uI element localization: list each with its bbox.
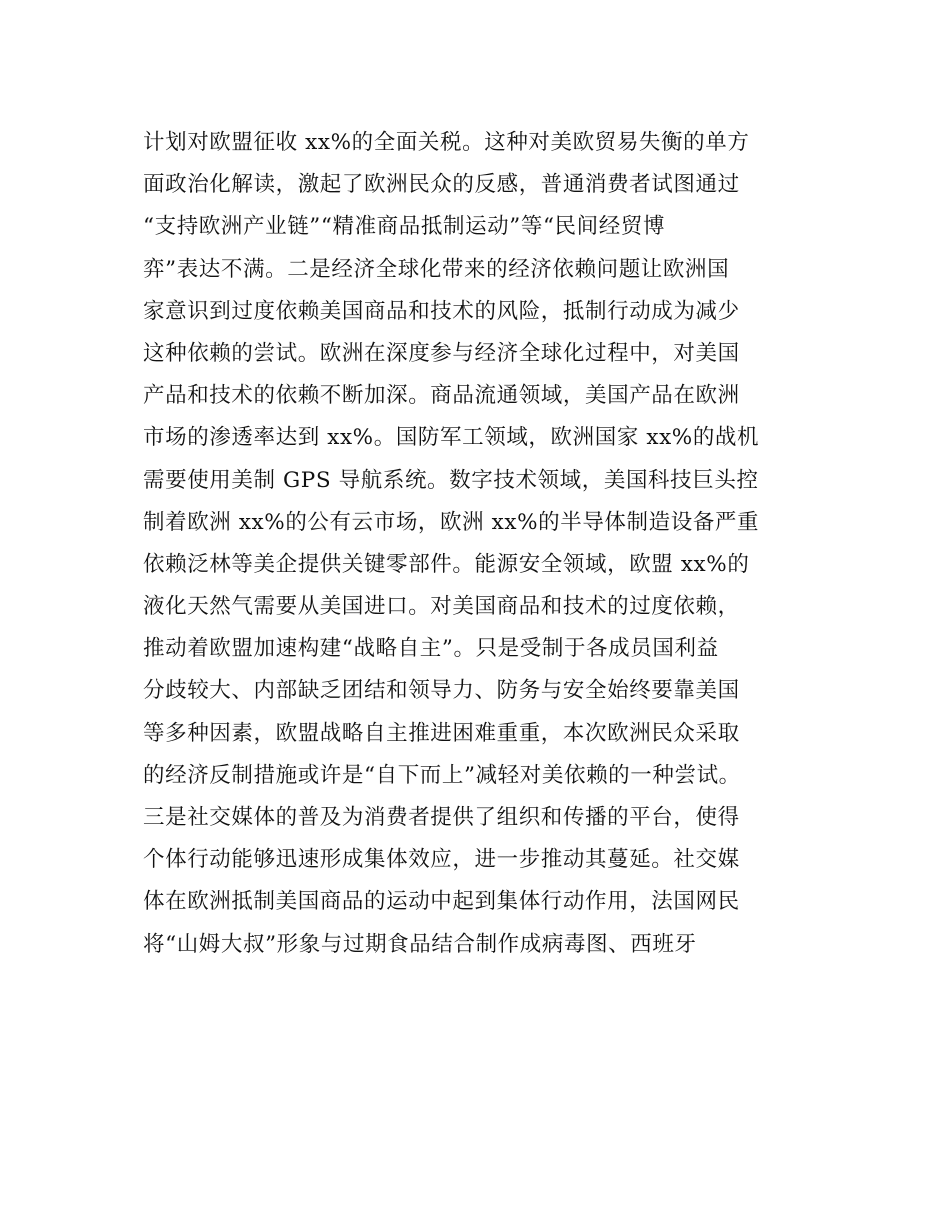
text-line: 面政治化解读，激起了欧洲民众的反感，普通消费者试图通过 [143, 172, 740, 198]
text-line: 依赖泛林等美企提供关键零部件。能源安全领域，欧盟 xx%的 [143, 551, 750, 577]
text-line: 的经济反制措施或许是“自下而上”减轻对美依赖的一种尝试。 [143, 762, 741, 788]
text-line: 推动着欧盟加速构建“战略自主”。只是受制于各成员国利益 [143, 636, 719, 662]
body-text [143, 122, 833, 966]
text-line: 这种依赖的尝试。欧洲在深度参与经济全球化过程中，对美国 [143, 340, 740, 366]
text-line: 三是社交媒体的普及为消费者提供了组织和传播的平台，使得 [143, 805, 740, 830]
text-line: 液化天然气需要从美国进口。对美国商品和技术的过度依赖， [143, 594, 740, 620]
text-line: 产品和技术的依赖不断加深。商品流通领域，美国产品在欧洲 [143, 383, 740, 409]
text-line: 分歧较大、内部缺乏团结和领导力、防务与安全始终要靠美国 [143, 678, 740, 704]
text-line: 个体行动能够迅速形成集体效应，进一步推动其蔓延。社交媒 [143, 847, 740, 873]
text-line: 计划对欧盟征收 xx%的全面关税。这种对美欧贸易失衡的单方 [143, 130, 750, 155]
text-line: 需要使用美制 GPS 导航系统。数字技术领域，美国科技巨头控 [143, 467, 759, 493]
text-line: 市场的渗透率达到 xx%。国防军工领域，欧洲国家 xx%的战机 [143, 425, 760, 451]
text-line: 体在欧洲抵制美国商品的运动中起到集体行动作用，法国网民 [143, 889, 740, 915]
text-line: 弈”表达不满。二是经济全球化带来的经济依赖问题让欧洲国 [143, 256, 730, 282]
text-line: “支持欧洲产业链”“精准商品抵制运动”等“民间经贸博 [143, 214, 666, 240]
text-line: 家意识到过度依赖美国商品和技术的风险，抵制行动成为减少 [143, 298, 740, 324]
text-line: 等多种因素，欧盟战略自主推进困难重重，本次欧洲民众采取 [143, 720, 740, 746]
text-line: 将“山姆大叔”形象与过期食品结合制作成病毒图、西班牙 [143, 931, 697, 957]
text-line: 制着欧洲 xx%的公有云市场，欧洲 xx%的半导体制造设备严重 [143, 509, 760, 535]
